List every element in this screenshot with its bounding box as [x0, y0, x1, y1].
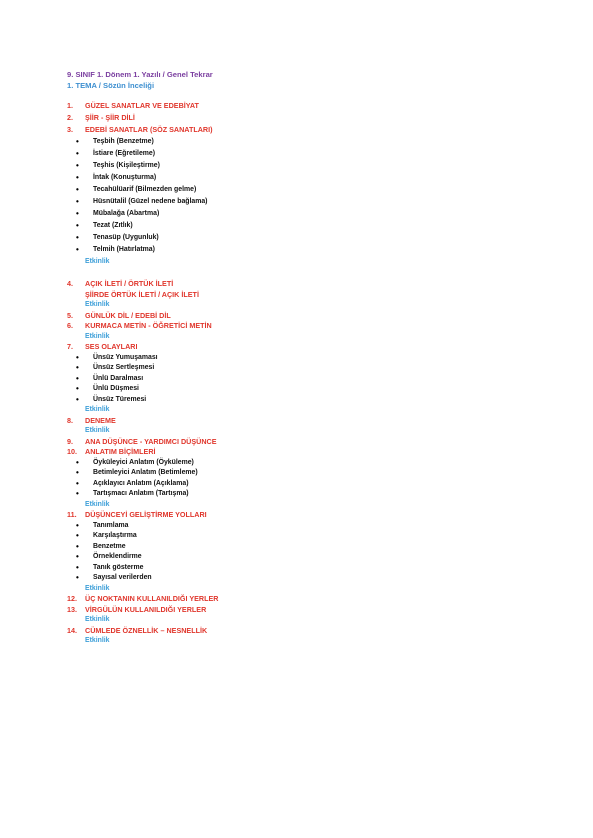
topic-item: 4. AÇIK İLETİ / ÖRTÜK İLETİ: [67, 279, 174, 288]
topic-list: [67, 100, 527, 647]
bullet-icon: •: [76, 394, 79, 404]
topic-item: 2. ŞİİR - ŞİİR DİLİ: [67, 113, 135, 122]
topic-title: DÜŞÜNCEYİ GELİŞTİRME YOLLARI: [85, 510, 207, 519]
topic-title: EDEBİ SANATLAR (SÖZ SANATLARI): [85, 125, 213, 134]
list-item: • Tanık gösterme: [76, 562, 144, 572]
list-item: • İstiare (Eğretileme): [76, 149, 156, 158]
activity-link[interactable]: Etkinlik: [85, 406, 110, 413]
topic-title: GÜZEL SANATLAR VE EDEBİYAT: [85, 101, 199, 110]
topic-item: 5. GÜNLÜK DİL / EDEBİ DİL: [67, 310, 171, 320]
bullet-icon: •: [76, 363, 79, 372]
bullet-icon: •: [76, 233, 79, 242]
activity-link[interactable]: Etkinlik: [85, 616, 110, 623]
bullet-icon: •: [76, 161, 79, 170]
spacer: [67, 268, 527, 279]
list-item: • Örneklendirme: [76, 552, 142, 561]
bullet-icon: •: [76, 149, 79, 158]
topic-item: 9. ANA DÜŞÜNCE - YARDIMCI DÜŞÜNCE: [67, 436, 217, 446]
list-item: • Tanımlama: [76, 520, 129, 530]
list-item: • Betimleyici Anlatım (Betimleme): [76, 468, 198, 477]
topic-title: ÜÇ NOKTANIN KULLANILDIĞI YERLER: [85, 594, 219, 603]
topic-item: 7. SES OLAYLARI: [67, 342, 138, 351]
theme-subtitle: 1. TEMA / Sözün İnceliği: [67, 81, 155, 90]
topic-title: VİRGÜLÜN KULLANILDIĞI YERLER: [85, 604, 207, 614]
list-item: • Açıklayıcı Anlatım (Açıklama): [76, 478, 189, 488]
bullet-icon: •: [76, 373, 79, 383]
topic-item: 11. DÜŞÜNCEYİ GELİŞTİRME YOLLARI: [67, 510, 207, 519]
activity-link[interactable]: Etkinlik: [85, 332, 110, 340]
list-item: • Ünlü Daralması: [76, 373, 144, 383]
list-item: • Benzetme: [76, 541, 126, 551]
list-item: • Hüsnütalil (Güzel nedene bağlama): [76, 197, 208, 206]
page-title: 9. SINIF 1. Dönem 1. Yazılı / Genel Tekrar: [67, 70, 213, 79]
topic-title: ANA DÜŞÜNCE - YARDIMCI DÜŞÜNCE: [85, 436, 217, 446]
topic-item: 3. EDEBİ SANATLAR (SÖZ SANATLARI): [67, 125, 213, 134]
bullet-icon: •: [76, 245, 79, 254]
list-item: • Telmih (Hatırlatma): [76, 245, 155, 254]
activity-link[interactable]: Etkinlik: [85, 637, 110, 644]
list-item: • Karşılaştırma: [76, 531, 137, 540]
bullet-icon: •: [76, 185, 79, 194]
activity-link[interactable]: Etkinlik: [85, 500, 110, 508]
bullet-icon: •: [76, 457, 79, 467]
topic-item: 13. VİRGÜLÜN KULLANILDIĞI YERLER: [67, 604, 207, 614]
activity-link[interactable]: Etkinlik: [85, 258, 110, 265]
list-item: • Ünlü Düşmesi: [76, 384, 139, 393]
topic-item: 8. DENEME: [67, 415, 116, 425]
bullet-icon: •: [76, 573, 79, 582]
topic-title: AÇIK İLETİ / ÖRTÜK İLETİ: [85, 279, 174, 288]
topic-item: 1. GÜZEL SANATLAR VE EDEBİYAT: [67, 101, 199, 110]
bullet-icon: •: [76, 209, 79, 218]
bullet-icon: •: [76, 562, 79, 572]
topic-title: GÜNLÜK DİL / EDEBİ DİL: [85, 310, 171, 320]
bullet-icon: •: [76, 489, 79, 498]
topic-title: SES OLAYLARI: [85, 342, 138, 351]
bullet-icon: •: [76, 468, 79, 477]
list-item: • Mübalağa (Abartma): [76, 209, 160, 218]
list-item: • Sayısal verilerden: [76, 573, 152, 582]
bullet-icon: •: [76, 552, 79, 561]
bullet-icon: •: [76, 352, 79, 362]
list-item: • İntak (Konuşturma): [76, 173, 157, 182]
topic-title: ANLATIM BİÇİMLERİ: [85, 447, 156, 456]
topic-item: 10. ANLATIM BİÇİMLERİ: [67, 447, 156, 456]
bullet-icon: •: [76, 541, 79, 551]
topic-item: 12. ÜÇ NOKTANIN KULLANILDIĞI YERLER: [67, 594, 219, 603]
topic-title: DENEME: [85, 415, 116, 425]
topic-title: ŞİİR - ŞİİR DİLİ: [85, 113, 135, 122]
list-item: • Ünsüz Sertleşmesi: [76, 363, 155, 372]
bullet-icon: •: [76, 531, 79, 540]
list-item: • Öyküleyici Anlatım (Öyküleme): [76, 457, 194, 467]
activity-link[interactable]: Etkinlik: [85, 301, 110, 308]
bullet-icon: •: [76, 173, 79, 182]
bullet-icon: •: [76, 520, 79, 530]
list-item: • Teşhis (Kişileştirme): [76, 161, 160, 170]
bullet-icon: •: [76, 384, 79, 393]
list-item: • Ünsüz Türemesi: [76, 394, 147, 404]
list-item: • Tenasüp (Uygunluk): [76, 233, 159, 242]
list-item: • Ünsüz Yumuşaması: [76, 352, 158, 362]
bullet-icon: •: [76, 197, 79, 206]
activity-link[interactable]: Etkinlik: [85, 584, 110, 592]
bullet-icon: •: [76, 137, 79, 146]
topic-title: CÜMLEDE ÖZNELLİK – NESNELLİK: [85, 625, 208, 635]
list-item: • Tezat (Zıtlık): [76, 221, 133, 230]
topic-item: 14. CÜMLEDE ÖZNELLİK – NESNELLİK: [67, 625, 208, 635]
bullet-icon: •: [76, 221, 79, 230]
topic-item: 6. KURMACA METİN - ÖĞRETİCİ METİN: [67, 321, 212, 330]
bullet-icon: •: [76, 478, 79, 488]
activity-link[interactable]: Etkinlik: [85, 427, 110, 434]
list-item: • Teşbih (Benzetme): [76, 137, 154, 146]
list-item: • Tecahülüarif (Bilmezden gelme): [76, 185, 197, 194]
list-item: • Tartışmacı Anlatım (Tartışma): [76, 489, 189, 498]
topic-title: KURMACA METİN - ÖĞRETİCİ METİN: [85, 321, 212, 330]
topic-continuation: ŞİİRDE ÖRTÜK İLETİ / AÇIK İLETİ: [85, 289, 199, 299]
